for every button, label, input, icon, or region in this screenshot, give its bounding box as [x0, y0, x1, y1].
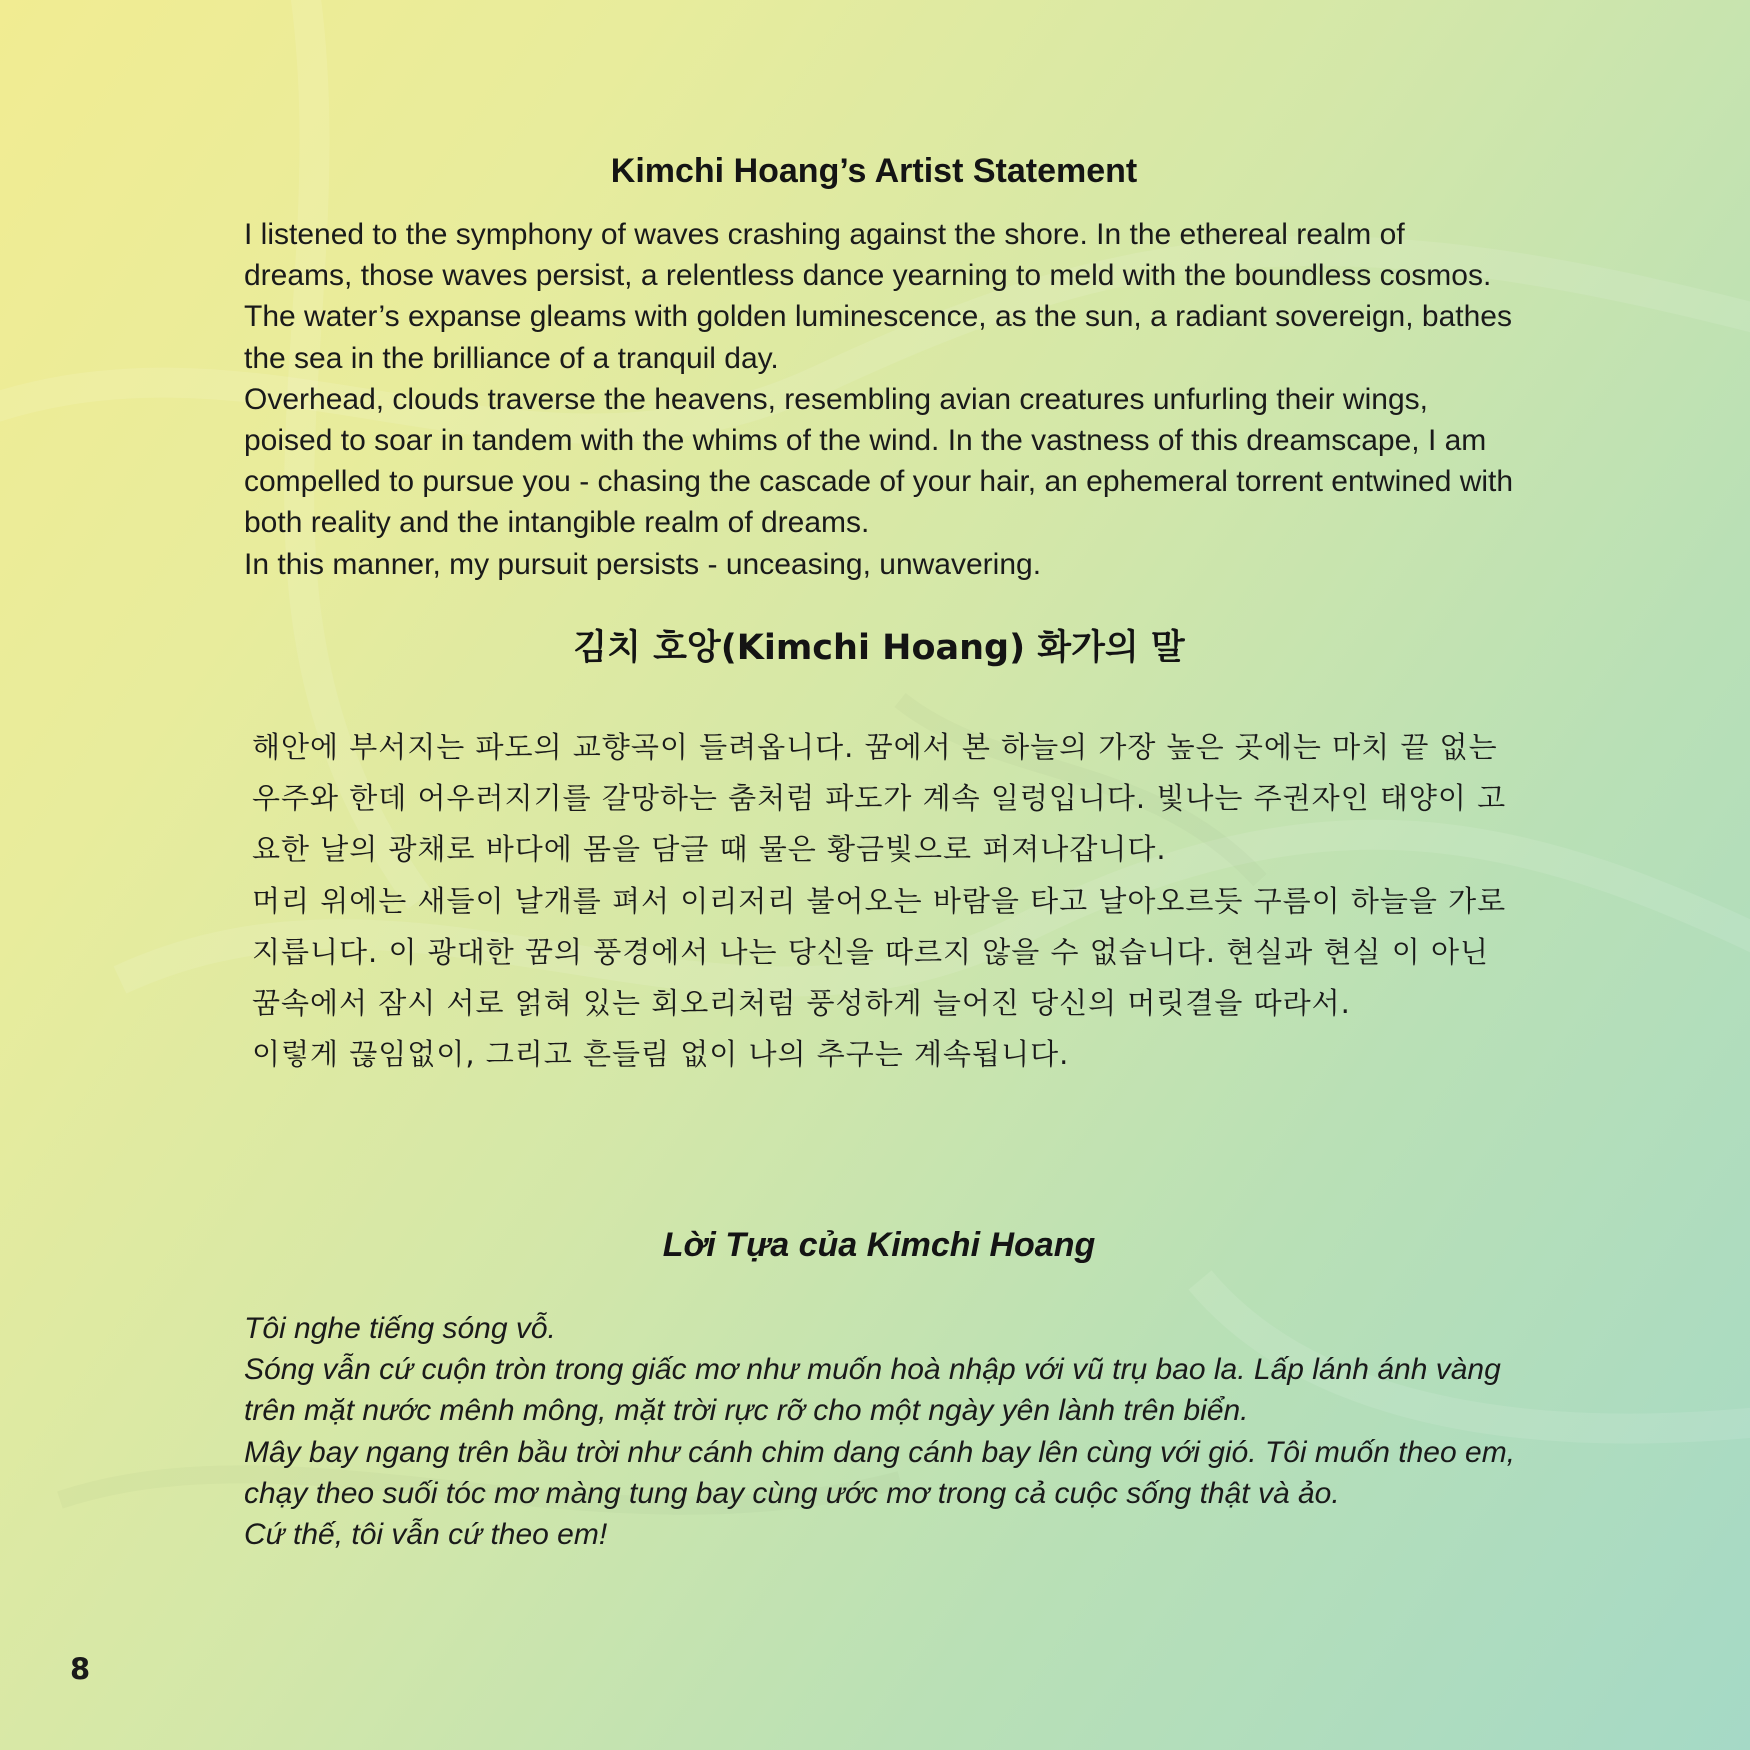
english-paragraph: Overhead, clouds traverse the heavens, resembling avian creatures unfurling their wings, poised to soar in tandem with the whims of the wind. In the vastness of this dreamscape, I am compelled to pursue you - chasing the cascade of your hair, an ephemeral torrent entwined with both reality and the intangible realm of dreams.	[244, 382, 1514, 540]
english-statement	[244, 214, 1514, 585]
vietnamese-title: Lời Tựa của Kimchi Hoang	[662, 1226, 1096, 1264]
korean-paragraph: 이렇게 끊임없이, 그리고 흔들림 없이 나의 추구는 계속됩니다.	[252, 1037, 1070, 1072]
korean-title: 김치 호앙(Kimchi Hoang) 화가의 말	[573, 628, 1185, 668]
vietnamese-paragraph: Tôi nghe tiếng sóng vỗ.	[244, 1312, 556, 1345]
vietnamese-paragraph: Sóng vẫn cứ cuộn tròn trong giấc mơ như muốn hoà nhập với vũ trụ bao la. Lấp lánh ánh vàng trên mặt nước mênh mông, mặt trời rực rỡ cho một ngày yên lành trên biển.	[244, 1353, 1501, 1428]
english-title: Kimchi Hoang’s Artist Statement	[610, 152, 1138, 190]
korean-paragraph: 해안에 부서지는 파도의 교향곡이 들려옵니다. 꿈에서 본 하늘의 가장 높은 곳에는 마치 끝 없는 우주와 한데 어우러지기를 갈망하는 춤처럼 파도가 계속 일렁입니다. 빛나는 주권자인 태양이 고요한 날의 광채로 바다에 몸을 담글 때 물은 황금빛으로 퍼져나갑니다.	[252, 730, 1507, 867]
english-paragraph: I listened to the symphony of waves crashing against the shore. In the ethereal realm of dreams, those waves persist, a relentless dance yearning to meld with the boundless cosmos. The water’s expanse gleams with golden luminescence, as the sun, a radiant sovereign, bathes the sea in the brilliance of a tranquil day.	[244, 218, 1512, 375]
page-number: 8	[70, 1652, 91, 1686]
vietnamese-paragraph: Mây bay ngang trên bầu trời như cánh chim dang cánh bay lên cùng với gió. Tôi muốn theo em, chạy theo suối tóc mơ màng tung bay cùng ước mơ trong cả cuộc sống thật và ảo.	[244, 1435, 1516, 1510]
vietnamese-statement	[244, 1308, 1534, 1555]
korean-statement	[252, 722, 1522, 1080]
korean-paragraph: 머리 위에는 새들이 날개를 펴서 이리저리 불어오는 바람을 타고 날아오르듯 구름이 하늘을 가로지릅니다. 이 광대한 꿈의 풍경에서 나는 당신을 따르지 않을 수 없습니다. 현실과 현실 이 아닌 꿈속에서 잠시 서로 얽혀 있는 회오리처럼 풍성하게 늘어진 당신의 머릿결을 따라서.	[252, 883, 1507, 1021]
vietnamese-paragraph: Cứ thế, tôi vẫn cứ theo em!	[244, 1518, 608, 1552]
english-paragraph: In this manner, my pursuit persists - unceasing, unwavering.	[244, 547, 1042, 581]
